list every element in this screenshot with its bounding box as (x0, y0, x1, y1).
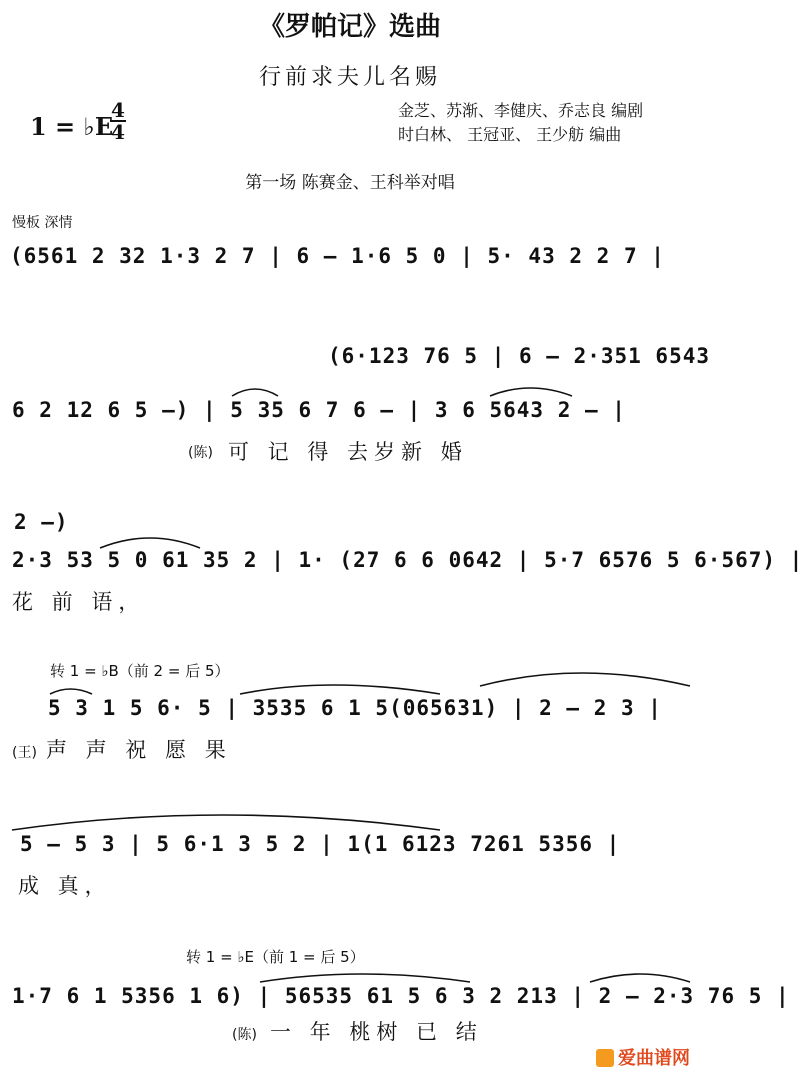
slur (480, 673, 690, 686)
system-2-upper-notes: (6·123 76 5 | 6 — 2·351 6543 (328, 344, 711, 368)
page-title: 《罗帕记》选曲 (258, 12, 441, 42)
system-4-modulation: 转 1 = ♭B（前 2 = 后 5） (50, 662, 230, 680)
slur (240, 685, 440, 694)
system-5-lyric: 成 真， (18, 874, 112, 898)
slur (490, 388, 572, 396)
system-2-lyric: 可 记 得 去岁新 婚 (228, 440, 468, 464)
music-note-icon (596, 1049, 614, 1067)
slur (232, 389, 278, 396)
system-6-lyric: 一 年 桃树 已 结 (270, 1020, 483, 1044)
site-watermark (596, 1044, 690, 1070)
credit-writers: 金芝、苏渐、李健庆、乔志良 编剧 (398, 101, 644, 120)
system-3-upper-notes: 2 —) (14, 510, 69, 534)
system-3-lyric: 花 前 语， (12, 590, 146, 614)
meter-bottom: 4 (111, 120, 125, 144)
slur (50, 689, 92, 694)
key-signature: 1 = ♭E (30, 112, 114, 141)
system-5-notes: 5 — 5 3 | 5 6·1 3 5 2 | 1(1 6123 7261 5356 | (20, 832, 621, 856)
scene-heading: 第一场 陈赛金、王科举对唱 (245, 173, 455, 193)
system-3-notes: 2·3 53 5 0 61 35 2 | 1· (27 6 6 0642 | 5·7 6576 5 6·567) | (12, 548, 803, 572)
tempo-marking: 慢板 深情 (12, 215, 73, 231)
slur (100, 538, 200, 548)
meter-top: 4 (111, 98, 125, 122)
song-subtitle: 行前求夫儿名赐 (258, 65, 441, 90)
slur (260, 974, 470, 982)
system-6-role: (陈) (232, 1027, 257, 1043)
system-6-notes: 1·7 6 1 5356 1 6) | 56535 61 5 6 3 2 213 | 2 — 2·3 76 5 | (12, 984, 790, 1008)
system-4-role: (王) (12, 745, 37, 761)
watermark-text: 爱曲谱网 (618, 1048, 690, 1069)
slur (12, 815, 440, 830)
system-2-role: (陈) (188, 445, 213, 461)
credit-composers: 时白林、 王冠亚、 王少舫 编曲 (398, 125, 622, 144)
system-4-notes: 5 3 1 5 6· 5 | 3535 6 1 5(065631) | 2 — 2 3 | (48, 696, 662, 720)
slur (590, 974, 690, 982)
system-6-modulation: 转 1 = ♭E（前 1 = 后 5） (186, 948, 365, 966)
system-4-lyric: 声 声 祝 愿 果 (46, 738, 232, 762)
system-1-notes: (6561 2 32 1·3 2 7 | 6 — 1·6 5 0 | 5· 43 2 2 7 | (10, 244, 665, 268)
system-2-notes: 6 2 12 6 5 —) | 5 35 6 7 6 — | 3 6 5643 2 — | (12, 398, 626, 422)
